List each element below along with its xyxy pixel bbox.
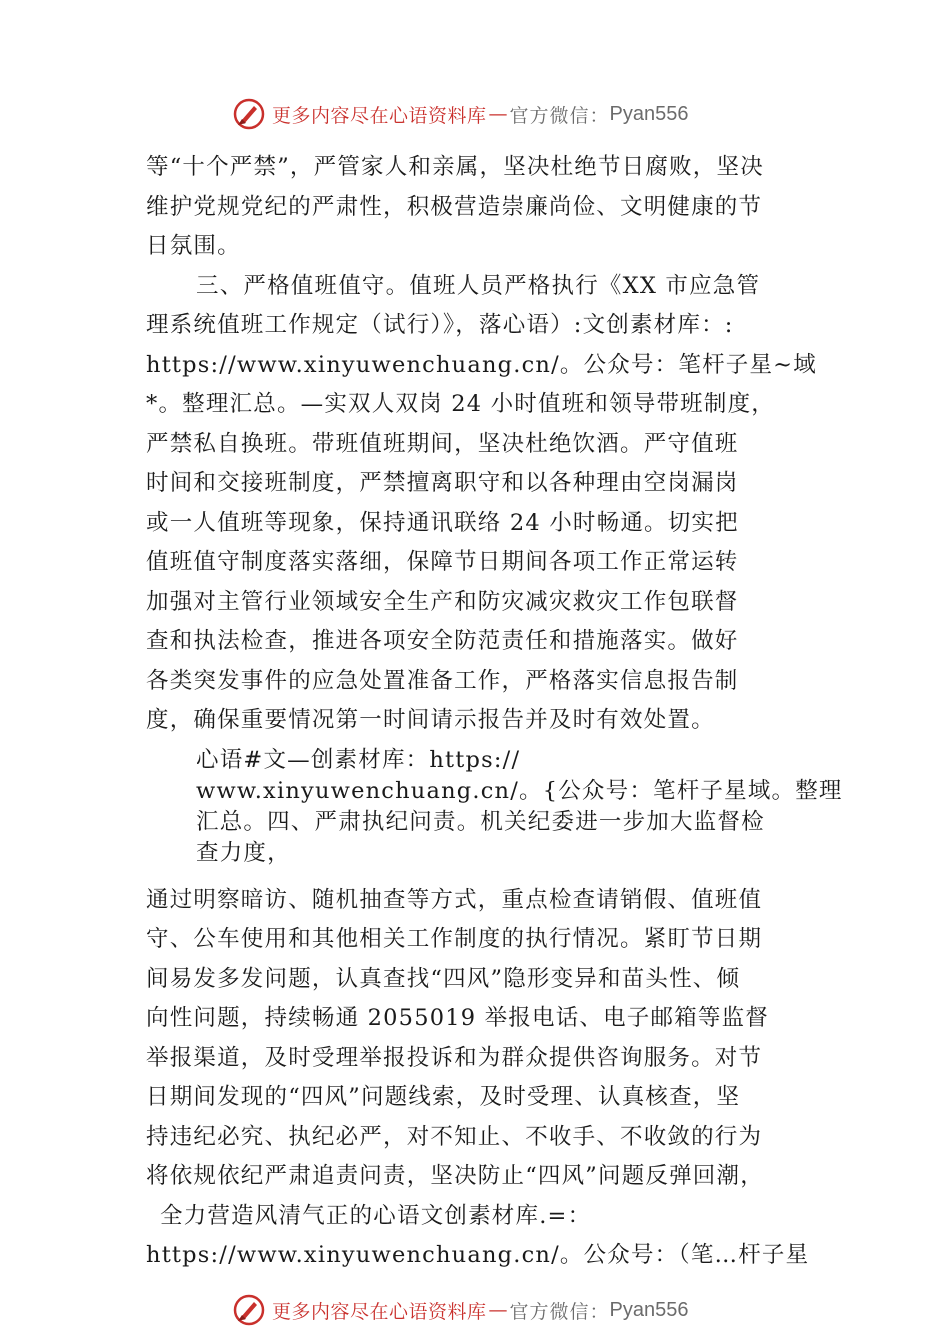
text-line: 举报渠道，及时受理举报投诉和为群众提供咨询服务。对节 [146, 1044, 763, 1071]
text-line: 向性问题，持续畅通 2055019 举报电话、电子邮箱等监督 [146, 1005, 770, 1031]
text-line: 持违纪必究、执纪必严，对不知止、不收手、不收敛的行为 [146, 1123, 763, 1150]
text-line: 汇总。四、严肃执纪问责。机关纪委进一步加大监督检 [196, 808, 765, 835]
text-line: 维护党规党纪的严肃性，积极营造崇廉尚俭、文明健康的节 [146, 193, 763, 220]
text-line: 值班值守制度落实落细，保障节日期间各项工作正常运转 [146, 549, 739, 575]
text-line: 各类突发事件的应急处置准备工作，严格落实信息报告制 [146, 667, 739, 694]
text-line: 严禁私自换班。带班值班期间，坚决杜绝饮酒。严守值班 [146, 430, 739, 457]
wechat-label: 官方微信： [509, 104, 610, 127]
text-line: www.xinyuwenchuang.cn/。{公众号：笔杆子星域。整理 [196, 777, 843, 804]
text-line: 日氛围。 [146, 233, 241, 259]
text-line: 全力营造风清气正的心语文创素材库.=： [160, 1202, 592, 1229]
text-line: 心语#文—创素材库：https:// [196, 746, 521, 773]
text-line: 通过明察暗访、随机抽查等方式，重点检查请销假、值班值 [146, 886, 763, 913]
footer-banner [232, 1292, 689, 1328]
text-line: 时间和交接班制度，严禁擅离职守和以各种理由空岗漏岗 [146, 470, 739, 496]
banner-dash: — [488, 1299, 508, 1321]
text-line: https://www.xinyuwenchuang.cn/。公众号：笔杆子星~域 [146, 351, 817, 378]
quote-block [146, 745, 843, 869]
paragraph-2 [146, 267, 826, 741]
wechat-account: Pyan556 [609, 1298, 689, 1321]
text-line: 理系统值班工作规定（试行）》，落心语）:文创素材库：: [146, 312, 734, 338]
brand-text: 更多内容尽在心语资料库 [272, 104, 487, 127]
wechat-label: 官方微信： [509, 1300, 610, 1323]
paragraph-1 [146, 148, 826, 267]
paragraph-3 [146, 881, 826, 1276]
text-line: 或一人值班等现象，保持通讯联络 24 小时畅通。切实把 [146, 509, 739, 536]
text-line: 守、公车使用和其他相关工作制度的执行情况。紧盯节日期 [146, 926, 763, 952]
brand-text: 更多内容尽在心语资料库 [272, 1300, 487, 1323]
text-line: 加强对主管行业领域安全生产和防灾减灾救灾工作包联督 [146, 588, 739, 615]
text-line: 间易发多发问题，认真查找“四风”隐形变异和苗头性、倾 [146, 965, 741, 992]
header-banner [232, 96, 689, 132]
logo-icon [232, 1293, 266, 1327]
text-line: 等“十个严禁”，严管家人和亲属，坚决杜绝节日腐败，坚决 [146, 154, 764, 180]
text-line: 将依规依纪严肃追责问责，坚决防止“四风”问题反弹回潮， [146, 1163, 764, 1189]
logo-icon [232, 97, 266, 131]
text-line: 查力度， [196, 839, 291, 866]
text-line: 度，确保重要情况第一时间请示报告并及时有效处置。 [146, 707, 715, 733]
wechat-account: Pyan556 [609, 102, 689, 125]
document-body [146, 148, 843, 1276]
text-line: https://www.xinyuwenchuang.cn/。公众号：（笔…杆子星 [146, 1242, 810, 1268]
text-line: 日期间发现的“四风”问题线索，及时受理、认真核查，坚 [146, 1084, 741, 1110]
text-line: *。整理汇总。—实双人双岗 24 小时值班和领导带班制度， [146, 391, 775, 417]
text-line: 三、严格值班值守。值班人员严格执行《XX 市应急管 [196, 272, 761, 299]
banner-dash: — [488, 103, 508, 125]
text-line: 查和执法检查，推进各项安全防范责任和措施落实。做好 [146, 628, 739, 654]
